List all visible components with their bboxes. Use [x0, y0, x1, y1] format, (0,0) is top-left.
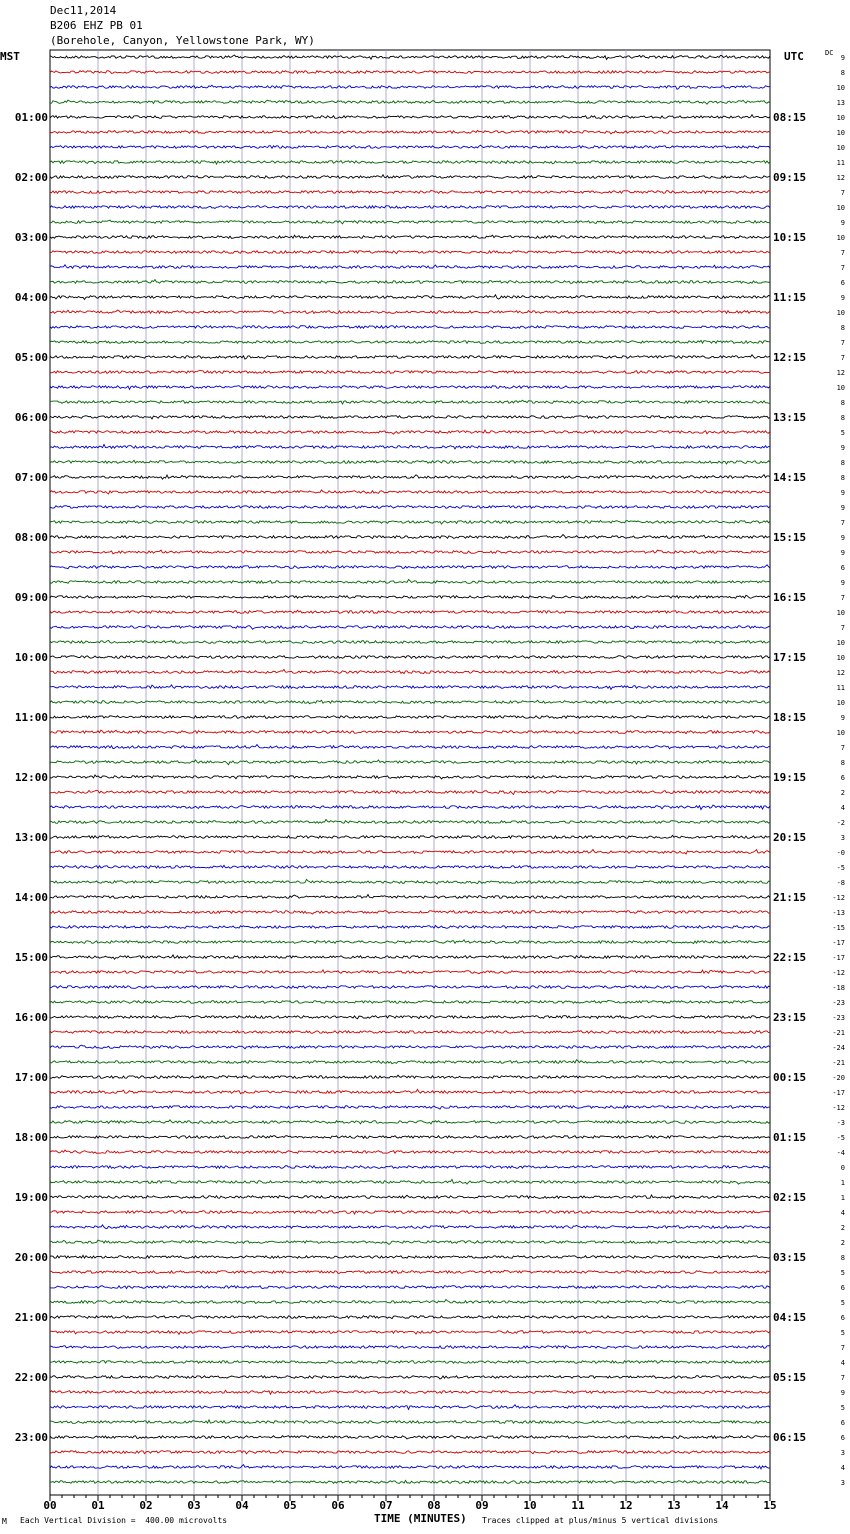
dc-offset-value: -5 — [836, 864, 845, 872]
dc-offset-value: -15 — [832, 924, 845, 932]
dc-offset-value: -12 — [832, 1104, 845, 1112]
x-tick-label: 13 — [667, 1499, 681, 1512]
dc-offset-value: 6 — [840, 564, 845, 572]
dc-offset-value: 9 — [840, 714, 845, 722]
mst-hour-label: 05:00 — [14, 351, 48, 364]
corner-mark: M — [2, 1517, 7, 1526]
dc-offset-value: 10 — [836, 114, 845, 122]
x-tick-label: 00 — [43, 1499, 57, 1512]
seismic-trace — [50, 280, 770, 284]
dc-offset-value: 12 — [836, 174, 845, 182]
seismic-trace — [50, 1390, 770, 1394]
mst-hour-label: 17:00 — [14, 1071, 48, 1084]
seismic-trace — [50, 1360, 770, 1363]
dc-offset-value: 7 — [840, 1344, 845, 1352]
x-axis-title: TIME (MINUTES) — [374, 1512, 467, 1525]
seismic-trace — [50, 1210, 770, 1214]
mst-hour-label: 16:00 — [14, 1011, 48, 1024]
dc-offset-value: 1 — [840, 1194, 845, 1202]
dc-offset-value: 4 — [840, 1359, 845, 1367]
seismic-trace — [50, 926, 770, 929]
dc-offset-value: 2 — [840, 1224, 845, 1232]
x-tick-label: 15 — [763, 1499, 777, 1512]
dc-offset-value: -0 — [836, 849, 845, 857]
dc-offset-value: 3 — [840, 834, 845, 842]
seismic-trace — [50, 1225, 770, 1229]
seismic-trace — [50, 1075, 770, 1078]
seismic-trace — [50, 986, 770, 989]
seismic-trace — [50, 190, 770, 193]
seismic-trace — [50, 100, 770, 104]
seismic-trace — [50, 911, 770, 914]
dc-offset-value: 9 — [840, 444, 845, 452]
dc-offset-value: 9 — [840, 489, 845, 497]
dc-offset-value: 12 — [836, 669, 845, 677]
dc-offset-value: -13 — [832, 909, 845, 917]
dc-offset-value: -24 — [832, 1044, 845, 1052]
dc-offset-value: -3 — [836, 1119, 845, 1127]
utc-hour-label: 21:15 — [773, 891, 807, 904]
utc-hour-label: 10:15 — [773, 231, 807, 244]
seismic-trace — [50, 55, 770, 59]
mst-hour-label: 14:00 — [14, 891, 48, 904]
seismic-trace — [50, 1286, 770, 1289]
seismic-trace — [50, 1240, 770, 1244]
seismic-trace — [50, 1045, 770, 1049]
utc-hour-label: 17:15 — [773, 651, 807, 664]
dc-offset-value: 9 — [840, 534, 845, 542]
utc-hour-label: 08:15 — [773, 111, 807, 124]
seismic-trace — [50, 1316, 770, 1319]
dc-offset-value: 8 — [840, 459, 845, 467]
dc-offset-value: 9 — [840, 549, 845, 557]
dc-offset-value: 6 — [840, 1434, 845, 1442]
dc-offset-value: 10 — [836, 609, 845, 617]
dc-offset-value: -21 — [832, 1029, 845, 1037]
dc-offset-value: 6 — [840, 279, 845, 287]
seismic-trace — [50, 1465, 770, 1469]
seismic-trace — [50, 894, 770, 898]
seismic-trace — [50, 625, 770, 629]
dc-offset-value: 8 — [840, 759, 845, 767]
x-tick-label: 05 — [283, 1499, 297, 1512]
seismic-trace — [50, 1120, 770, 1124]
mst-hour-label: 07:00 — [14, 471, 48, 484]
mst-hour-label: 02:00 — [14, 171, 48, 184]
dc-offset-value: 6 — [840, 1419, 845, 1427]
x-tick-label: 06 — [331, 1499, 345, 1512]
seismic-trace — [50, 1089, 770, 1093]
utc-hour-label: 03:15 — [773, 1251, 807, 1264]
utc-hour-label: 00:15 — [773, 1071, 807, 1084]
mst-hour-label: 03:00 — [14, 231, 48, 244]
dc-offset-value: 5 — [840, 429, 845, 437]
seismic-trace — [50, 1299, 770, 1303]
seismic-trace — [50, 940, 770, 944]
dc-offset-value: 7 — [840, 189, 845, 197]
mst-hour-label: 20:00 — [14, 1251, 48, 1264]
seismic-trace — [50, 610, 770, 613]
dc-offset-value: 9 — [840, 504, 845, 512]
seismic-trace — [50, 565, 770, 569]
seismic-trace — [50, 400, 770, 404]
mst-hour-label: 04:00 — [14, 291, 48, 304]
mst-hour-label: 23:00 — [14, 1431, 48, 1444]
dc-offset-value: -4 — [836, 1149, 845, 1157]
seismic-trace — [50, 790, 770, 794]
utc-hour-label: 14:15 — [773, 471, 807, 484]
utc-hour-label: 01:15 — [773, 1131, 807, 1144]
dc-offset-value: 9 — [840, 579, 845, 587]
utc-hour-label: 16:15 — [773, 591, 807, 604]
utc-hour-label: 11:15 — [773, 291, 807, 304]
seismic-trace — [50, 1195, 770, 1199]
dc-offset-value: 9 — [840, 1389, 845, 1397]
seismic-trace — [50, 430, 770, 434]
seismic-trace — [50, 220, 770, 224]
seismic-trace — [50, 235, 770, 238]
dc-offset-value: -2 — [836, 819, 845, 827]
seismic-trace — [50, 506, 770, 509]
x-tick-label: 11 — [571, 1499, 585, 1512]
clipping-note: Traces clipped at plus/minus 5 vertical divisions — [482, 1516, 719, 1525]
x-tick-label: 03 — [187, 1499, 201, 1512]
mst-hour-label: 01:00 — [14, 111, 48, 124]
mst-hour-label: 06:00 — [14, 411, 48, 424]
dc-offset-value: 7 — [840, 1374, 845, 1382]
mst-hour-label: 21:00 — [14, 1311, 48, 1324]
x-tick-label: 14 — [715, 1499, 729, 1512]
dc-offset-value: 12 — [836, 369, 845, 377]
dc-offset-value: 8 — [840, 399, 845, 407]
seismic-trace — [50, 326, 770, 329]
dc-offset-value: 10 — [836, 234, 845, 242]
dc-offset-value: 4 — [840, 804, 845, 812]
dc-offset-value: -20 — [832, 1074, 845, 1082]
dc-offset-value: 13 — [836, 99, 845, 107]
dc-offset-value: 7 — [840, 744, 845, 752]
seismic-trace — [50, 805, 770, 809]
dc-offset-value: 10 — [836, 129, 845, 137]
dc-offset-value: 10 — [836, 639, 845, 647]
dc-offset-value: 10 — [836, 144, 845, 152]
seismic-trace — [50, 1270, 770, 1273]
seismic-trace — [50, 1480, 770, 1483]
dc-offset-value: 5 — [840, 1329, 845, 1337]
seismic-trace — [50, 1331, 770, 1335]
seismic-trace — [50, 1179, 770, 1184]
dc-offset-value: 8 — [840, 414, 845, 422]
vertical-scale-note: Each Vertical Division = 400.00 microvolts — [20, 1516, 228, 1525]
seismic-trace — [50, 295, 770, 300]
mst-hour-label: 11:00 — [14, 711, 48, 724]
mst-hour-label: 09:00 — [14, 591, 48, 604]
utc-hour-label: 12:15 — [773, 351, 807, 364]
seismic-trace — [50, 370, 770, 373]
seismic-trace — [50, 744, 770, 748]
utc-hour-label: 05:15 — [773, 1371, 807, 1384]
dc-offset-value: 10 — [836, 204, 845, 212]
dc-offset-value: -23 — [832, 1014, 845, 1022]
seismic-trace — [50, 1255, 770, 1258]
x-tick-label: 08 — [427, 1499, 441, 1512]
seismic-trace — [50, 1436, 770, 1439]
seismic-trace — [50, 700, 770, 704]
seismic-trace — [50, 1405, 770, 1410]
dc-offset-value: 5 — [840, 1404, 845, 1412]
x-tick-label: 10 — [523, 1499, 537, 1512]
seismic-trace — [50, 355, 770, 359]
dc-offset-value: 5 — [840, 1299, 845, 1307]
mst-hour-label: 12:00 — [14, 771, 48, 784]
dc-offset-value: 7 — [840, 339, 845, 347]
mst-hour-label: 08:00 — [14, 531, 48, 544]
station-location: (Borehole, Canyon, Yellowstone Park, WY) — [50, 34, 315, 47]
seismic-trace — [50, 340, 770, 343]
x-tick-label: 04 — [235, 1499, 249, 1512]
dc-offset-value: 0 — [840, 1164, 845, 1172]
seismic-trace — [50, 850, 770, 854]
seismic-trace — [50, 535, 770, 539]
utc-hour-label: 20:15 — [773, 831, 807, 844]
seismic-trace — [50, 1150, 770, 1153]
dc-offset-value: 2 — [840, 789, 845, 797]
seismic-trace — [50, 1016, 770, 1019]
seismic-trace — [50, 970, 770, 974]
dc-offset-value: 6 — [840, 1284, 845, 1292]
seismic-trace — [50, 416, 770, 419]
dc-offset-value: 8 — [840, 324, 845, 332]
utc-hour-label: 06:15 — [773, 1431, 807, 1444]
seismic-trace — [50, 175, 770, 179]
dc-offset-value: 8 — [840, 474, 845, 482]
dc-offset-value: 7 — [840, 354, 845, 362]
dc-offset-value: -8 — [836, 879, 845, 887]
seismic-trace — [50, 1375, 770, 1379]
utc-hour-label: 02:15 — [773, 1191, 807, 1204]
utc-hour-label: 09:15 — [773, 171, 807, 184]
seismic-trace — [50, 115, 770, 119]
dc-offset-value: 7 — [840, 519, 845, 527]
dc-offset-value: 7 — [840, 249, 845, 257]
dc-offset-value: 5 — [840, 1269, 845, 1277]
seismic-trace — [50, 820, 770, 824]
plot-date: Dec11,2014 — [50, 4, 117, 17]
seismic-trace — [50, 595, 770, 598]
dc-offset-value: 4 — [840, 1464, 845, 1472]
x-tick-label: 01 — [91, 1499, 105, 1512]
dc-offset-value: 10 — [836, 84, 845, 92]
utc-hour-label: 13:15 — [773, 411, 807, 424]
seismic-trace — [50, 775, 770, 779]
dc-offset-value: -12 — [832, 969, 845, 977]
seismic-trace — [50, 685, 770, 690]
seismic-trace — [50, 1136, 770, 1139]
dc-offset-value: -17 — [832, 939, 845, 947]
dc-offset-value: -12 — [832, 894, 845, 902]
dc-offset-value: 10 — [836, 384, 845, 392]
seismic-trace — [50, 85, 770, 89]
seismic-trace — [50, 716, 770, 719]
mst-hour-label: 22:00 — [14, 1371, 48, 1384]
dc-offset-value: 3 — [840, 1479, 845, 1487]
seismic-trace — [50, 130, 770, 134]
seismic-trace — [50, 760, 770, 765]
dc-offset-value: 10 — [836, 699, 845, 707]
dc-offset-value: 10 — [836, 729, 845, 737]
utc-hour-label: 15:15 — [773, 531, 807, 544]
dc-offset-value: -21 — [832, 1059, 845, 1067]
seismic-trace — [50, 265, 770, 269]
dc-offset-value: -17 — [832, 1089, 845, 1097]
dc-offset-value: 9 — [840, 54, 845, 62]
dc-offset-value: 7 — [840, 594, 845, 602]
x-tick-label: 09 — [475, 1499, 489, 1512]
seismic-trace — [50, 1451, 770, 1454]
seismic-trace — [50, 656, 770, 659]
seismic-trace — [50, 1420, 770, 1423]
dc-offset-value: 7 — [840, 264, 845, 272]
seismic-trace — [50, 460, 770, 464]
dc-offset-value: 9 — [840, 219, 845, 227]
mst-hour-label: 19:00 — [14, 1191, 48, 1204]
utc-hour-label: 19:15 — [773, 771, 807, 784]
utc-hour-label: 18:15 — [773, 711, 807, 724]
dc-offset-value: 6 — [840, 774, 845, 782]
dc-offset-value: 8 — [840, 1254, 845, 1262]
seismic-trace — [50, 490, 770, 494]
dc-offset-value: 2 — [840, 1239, 845, 1247]
dc-offset-header: DC — [825, 49, 834, 57]
seismic-trace — [50, 520, 770, 524]
seismic-trace — [50, 1346, 770, 1349]
dc-offset-value: 8 — [840, 69, 845, 77]
utc-hour-label: 04:15 — [773, 1311, 807, 1324]
seismic-trace — [50, 475, 770, 480]
seismic-trace — [50, 730, 770, 734]
seismic-trace — [50, 145, 770, 149]
dc-offset-value: 10 — [836, 309, 845, 317]
seismic-trace — [50, 865, 770, 868]
dc-offset-value: -17 — [832, 954, 845, 962]
seismic-trace — [50, 579, 770, 583]
dc-offset-value: 7 — [840, 624, 845, 632]
seismic-trace — [50, 161, 770, 164]
dc-offset-value: -18 — [832, 984, 845, 992]
seismic-trace — [50, 386, 770, 390]
dc-offset-value: 11 — [836, 159, 845, 167]
dc-offset-value: 1 — [840, 1179, 845, 1187]
mst-hour-label: 13:00 — [14, 831, 48, 844]
left-timezone-label: MST — [0, 50, 20, 63]
dc-offset-value: 4 — [840, 1209, 845, 1217]
seismic-trace — [50, 640, 770, 643]
seismic-trace — [50, 955, 770, 959]
seismic-trace — [50, 310, 770, 313]
seismic-trace — [50, 1000, 770, 1003]
dc-offset-value: 11 — [836, 684, 845, 692]
seismic-trace — [50, 1166, 770, 1169]
mst-hour-label: 10:00 — [14, 651, 48, 664]
x-tick-label: 07 — [379, 1499, 393, 1512]
seismic-trace — [50, 550, 770, 554]
seismic-trace — [50, 1031, 770, 1034]
seismic-trace — [50, 669, 770, 673]
dc-offset-value: -23 — [832, 999, 845, 1007]
utc-hour-label: 22:15 — [773, 951, 807, 964]
right-timezone-label: UTC — [784, 50, 804, 63]
seismic-trace — [50, 444, 770, 448]
seismic-trace — [50, 1060, 770, 1064]
seismic-trace — [50, 835, 770, 838]
dc-offset-value: 3 — [840, 1449, 845, 1457]
x-tick-label: 12 — [619, 1499, 633, 1512]
mst-hour-label: 18:00 — [14, 1131, 48, 1144]
utc-hour-label: 23:15 — [773, 1011, 807, 1024]
x-tick-label: 02 — [139, 1499, 153, 1512]
dc-offset-value: 6 — [840, 1314, 845, 1322]
dc-offset-value: -5 — [836, 1134, 845, 1142]
seismic-trace — [50, 251, 770, 254]
mst-hour-label: 15:00 — [14, 951, 48, 964]
seismic-trace — [50, 879, 770, 884]
station-code: B206 EHZ PB 01 — [50, 19, 143, 32]
dc-offset-value: 10 — [836, 654, 845, 662]
seismic-trace — [50, 205, 770, 208]
seismic-trace — [50, 71, 770, 74]
seismic-trace — [50, 1106, 770, 1109]
dc-offset-value: 9 — [840, 294, 845, 302]
